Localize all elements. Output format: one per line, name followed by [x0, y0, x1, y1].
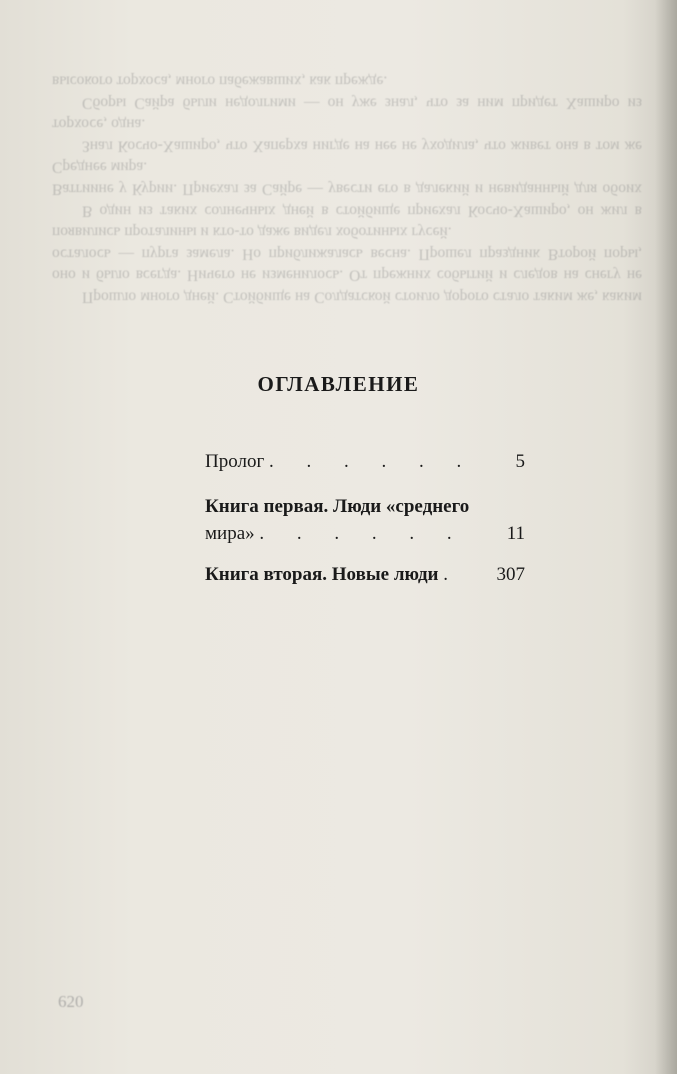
leader-dots: .: [443, 564, 463, 585]
bleed-paragraph: В один из таких солнечных дней в стойбище приехал Косчо-Хаширо, он жил в Ватгиине у Курии. Приехал за Сайре — увести его в далекий и невиданный для обоих Среднее мира.: [52, 158, 642, 220]
toc-entry-page: 5: [515, 451, 525, 472]
toc-entry-book-one[interactable]: [205, 493, 525, 547]
toc-entry-page: 307: [496, 564, 525, 585]
toc-entry-book-two[interactable]: [205, 561, 525, 588]
toc-entry-page: 11: [506, 523, 525, 544]
toc-entry-title: Книга первая. Люди «среднего: [205, 496, 470, 517]
page-number-bleed: 620: [58, 992, 84, 1011]
toc-entry-title: Книга вторая. Новые люди: [205, 564, 439, 585]
toc-title: ОГЛАВЛЕНИЕ: [257, 372, 420, 396]
leader-dots: . . . . . .: [259, 523, 466, 544]
page-spine-shadow: [655, 0, 677, 1074]
toc-entry-title-cont: мира»: [205, 523, 255, 544]
toc-entry-title: Пролог: [205, 451, 265, 472]
bleed-paragraph: Прошло много дней. Стойбище на Солдатской стоило дорого стало таким же, каким оно и было всегда. Ничего не изменилось. От прежних событий и следов на снегу не осталось — пурга замела. Но приближалась весна. Прошел праздник Второй поры, появились проталины и кто-то даже видел хоботиных гусей.: [52, 223, 642, 306]
toc-entry-prologue[interactable]: [205, 448, 525, 475]
leader-dots: . . . . . .: [269, 451, 476, 472]
bleed-paragraph: Сборы Сайра были недолгими — он уже знал, что за ним придет Хаширо из высокого торхоса, много пабежавших, как прежде.: [52, 72, 642, 112]
bleed-paragraph: Знал Косчо-Хаширо, что Хаперха нигде на нее не уходила, что живет она в том же торхосе, одна.: [52, 115, 642, 155]
